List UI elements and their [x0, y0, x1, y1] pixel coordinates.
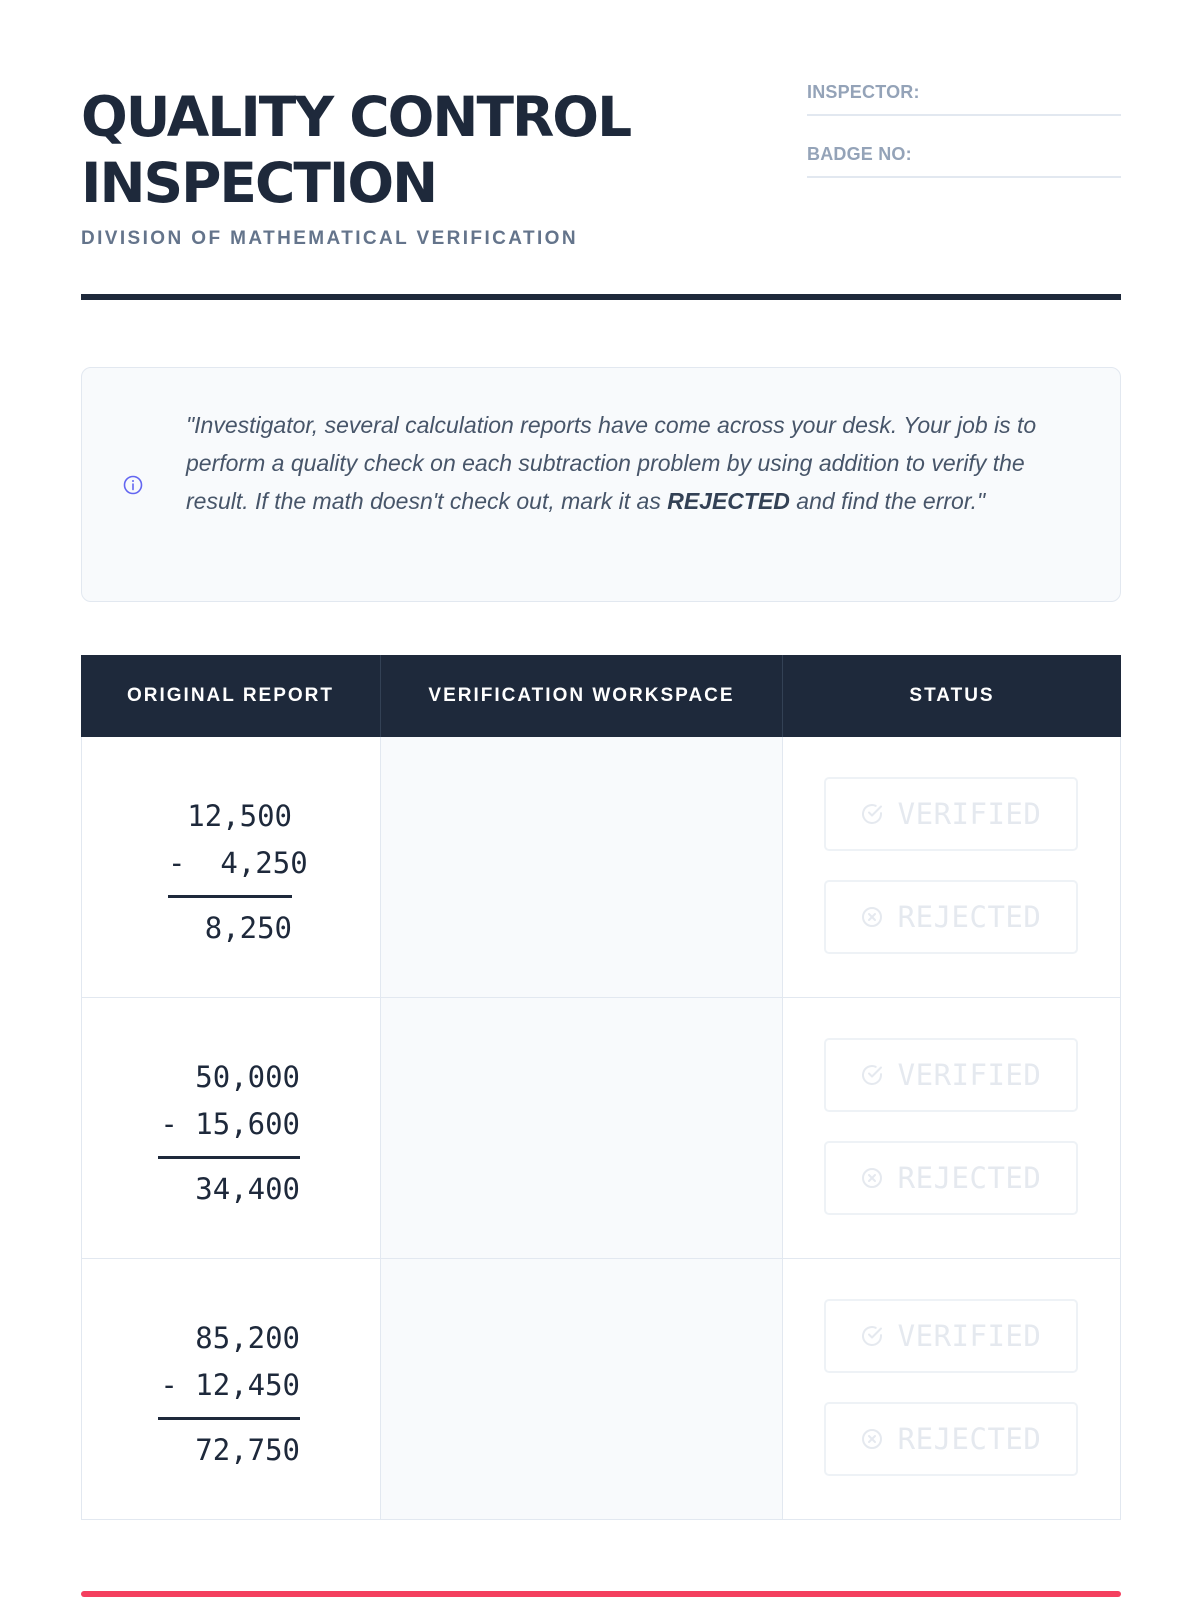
rejected-label: REJECTED — [897, 900, 1042, 934]
page-subtitle: DIVISION OF MATHEMATICAL VERIFICATION — [81, 228, 578, 249]
verification-workspace[interactable] — [381, 737, 782, 997]
minuend: 85,200 — [195, 1321, 300, 1355]
minuend: 50,000 — [195, 1060, 300, 1094]
table-header — [81, 655, 1121, 737]
x-circle-icon — [860, 1166, 884, 1190]
header-divider — [81, 294, 1121, 300]
rejected-button[interactable] — [824, 1141, 1078, 1215]
original-report-cell — [82, 998, 381, 1258]
subtraction-problem — [158, 1315, 300, 1476]
original-report-cell — [82, 1259, 381, 1519]
inspector-fields — [807, 80, 1121, 204]
footer-accent-bar — [81, 1591, 1121, 1597]
column-header-original-report: ORIGINAL REPORT — [81, 655, 381, 737]
instructions-rejected-emphasis: REJECTED — [667, 488, 790, 514]
x-circle-icon — [860, 1427, 884, 1451]
rejected-button[interactable] — [824, 1402, 1078, 1476]
instructions-box — [81, 367, 1121, 602]
instructions-text — [186, 406, 1086, 520]
verification-table — [81, 655, 1121, 1520]
table-row — [81, 1259, 1121, 1520]
minuend: 12,500 — [187, 799, 292, 833]
reported-result: 8,250 — [204, 911, 292, 945]
x-circle-icon — [860, 905, 884, 929]
sum-line — [168, 895, 292, 898]
instructions-text-part1: "Investigator, several calculation reports have come across your desk. Your job is to perform a quality check on each subtraction problem by using addition to verify the result. If the math doesn't check out, mark it as — [186, 412, 1037, 514]
subtrahend: - 4,250 — [168, 846, 308, 880]
column-header-verification-workspace: VERIFICATION WORKSPACE — [381, 655, 783, 737]
sum-line — [158, 1156, 300, 1159]
check-circle-icon — [860, 1063, 884, 1087]
subtraction-problem — [158, 1054, 300, 1215]
verified-button[interactable] — [824, 1038, 1078, 1112]
table-row — [81, 998, 1121, 1259]
rejected-label: REJECTED — [897, 1422, 1042, 1456]
page-title — [81, 84, 721, 216]
title-line-2: INSPECTION — [81, 151, 437, 215]
badge-label: BADGE NO: — [807, 144, 912, 164]
verified-label: VERIFIED — [897, 1058, 1042, 1092]
check-circle-icon — [860, 1324, 884, 1348]
verified-button[interactable] — [824, 1299, 1078, 1373]
badge-field[interactable] — [807, 142, 1121, 178]
inspector-label: INSPECTOR: — [807, 82, 920, 102]
verified-label: VERIFIED — [897, 1319, 1042, 1353]
subtrahend: - 15,600 — [160, 1107, 300, 1141]
verified-label: VERIFIED — [897, 797, 1042, 831]
table-row — [81, 737, 1121, 998]
sum-line — [158, 1417, 300, 1420]
verified-button[interactable] — [824, 777, 1078, 851]
instructions-text-part2: and find the error." — [789, 488, 986, 514]
rejected-button[interactable] — [824, 880, 1078, 954]
rejected-label: REJECTED — [897, 1161, 1042, 1195]
column-header-status: STATUS — [909, 685, 995, 706]
reported-result: 72,750 — [195, 1433, 300, 1467]
verification-workspace[interactable] — [381, 1259, 782, 1519]
inspector-field[interactable] — [807, 80, 1121, 116]
status-cell — [783, 998, 1120, 1258]
subtraction-problem — [168, 793, 308, 954]
inspection-worksheet — [81, 0, 1121, 1467]
verification-workspace[interactable] — [381, 998, 782, 1258]
title-line-1: QUALITY CONTROL — [81, 85, 631, 149]
status-cell — [783, 737, 1120, 997]
header — [81, 0, 1121, 300]
status-cell — [783, 1259, 1120, 1519]
original-report-cell — [82, 737, 381, 997]
subtrahend: - 12,450 — [160, 1368, 300, 1402]
reported-result: 34,400 — [195, 1172, 300, 1206]
check-circle-icon — [860, 802, 884, 826]
info-circle-icon — [123, 475, 143, 495]
